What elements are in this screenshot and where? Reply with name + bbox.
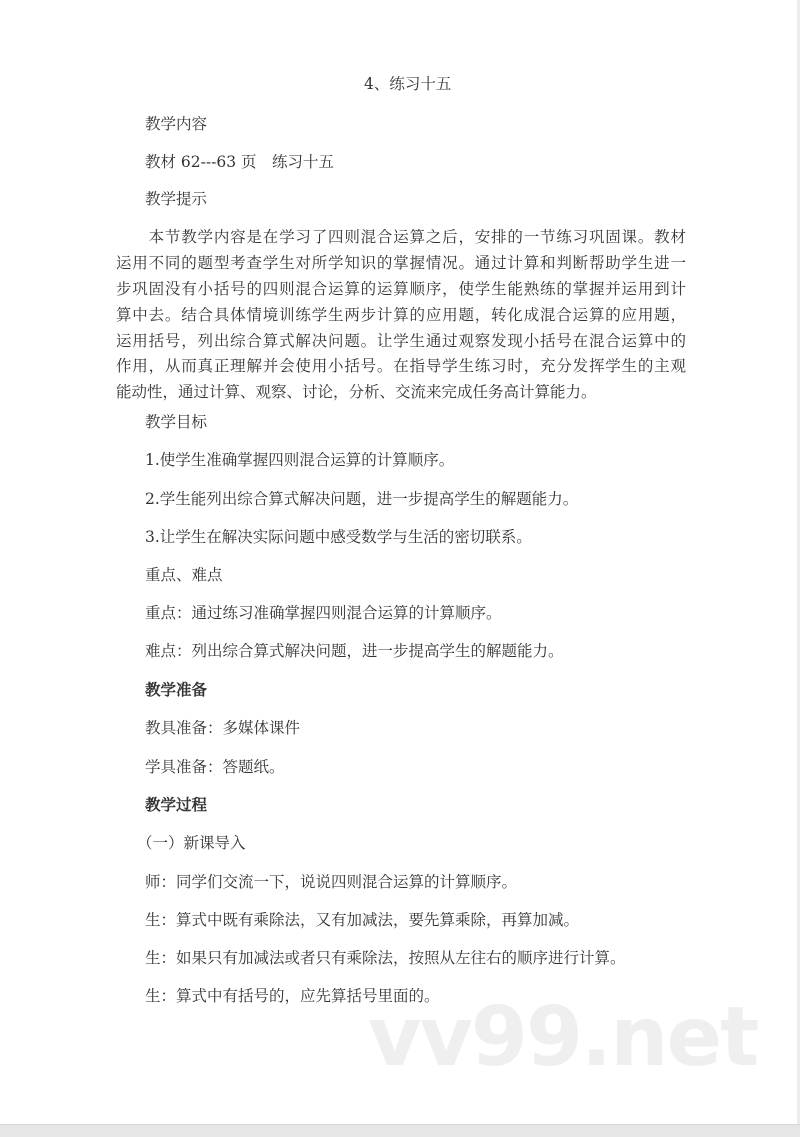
heading-tips: 教学提示 — [145, 190, 208, 208]
page-title: 4、练习十五 — [364, 75, 452, 93]
prep-teacher: 教具准备：多媒体课件 — [145, 719, 301, 737]
tips-line: 步巩固没有小括号的四则混合运算的运算顺序，使学生能熟练的掌握并运用到计 — [116, 280, 686, 298]
tips-line: 作用，从而真正理解并会使用小括号。在指导学生练习时，充分发挥学生的主观 — [116, 357, 686, 375]
prep-student: 学具准备：答题纸。 — [145, 758, 285, 776]
page-bottom-edge — [0, 1124, 800, 1137]
dialogue-line: 师：同学们交流一下，说说四则混合运算的计算顺序。 — [145, 873, 518, 891]
heading-process: 教学过程 — [145, 795, 208, 814]
dialogue-line: 生：算式中有括号的，应先算括号里面的。 — [145, 987, 440, 1005]
goal-item: 1.使学生准确掌握四则混合运算的计算顺序。 — [145, 451, 455, 469]
tips-line: 本节教学内容是在学习了四则混合运算之后，安排的一节练习巩固课。教材 — [116, 228, 686, 246]
dialogue-line: 生：如果只有加减法或者只有乘除法，按照从左往右的顺序进行计算。 — [145, 949, 626, 967]
heading-content: 教学内容 — [145, 115, 208, 133]
heading-key: 重点、难点 — [145, 566, 223, 584]
difficult-point: 难点：列出综合算式解决问题，进一步提高学生的解题能力。 — [145, 642, 564, 660]
heading-goals: 教学目标 — [145, 413, 208, 431]
goal-item: 3.让学生在解决实际问题中感受数学与生活的密切联系。 — [145, 528, 532, 546]
goal-item: 2.学生能列出综合算式解决问题，进一步提高学生的解题能力。 — [145, 490, 579, 508]
watermark: vv99.net — [368, 990, 758, 1085]
heading-prep: 教学准备 — [145, 680, 208, 699]
content-text: 教材 62---63 页 练习十五 — [145, 153, 335, 171]
step-heading: （一）新课导入 — [137, 834, 246, 852]
tips-line: 能动性，通过计算、观察、讨论，分析、交流来完成任务高计算能力。 — [116, 383, 597, 401]
tips-line: 算中去。结合具体情境训练学生两步计算的应用题，转化成混合运算的应用题， — [116, 306, 686, 324]
dialogue-line: 生：算式中既有乘除法，又有加减法，要先算乘除，再算加减。 — [145, 911, 580, 929]
key-point: 重点：通过练习准确掌握四则混合运算的计算顺序。 — [145, 604, 502, 622]
tips-line: 运用括号，列出综合算式解决问题。让学生通过观察发现小括号在混合运算中的 — [116, 332, 686, 350]
tips-line: 运用不同的题型考查学生对所学知识的掌握情况。通过计算和判断帮助学生进一 — [116, 254, 686, 272]
